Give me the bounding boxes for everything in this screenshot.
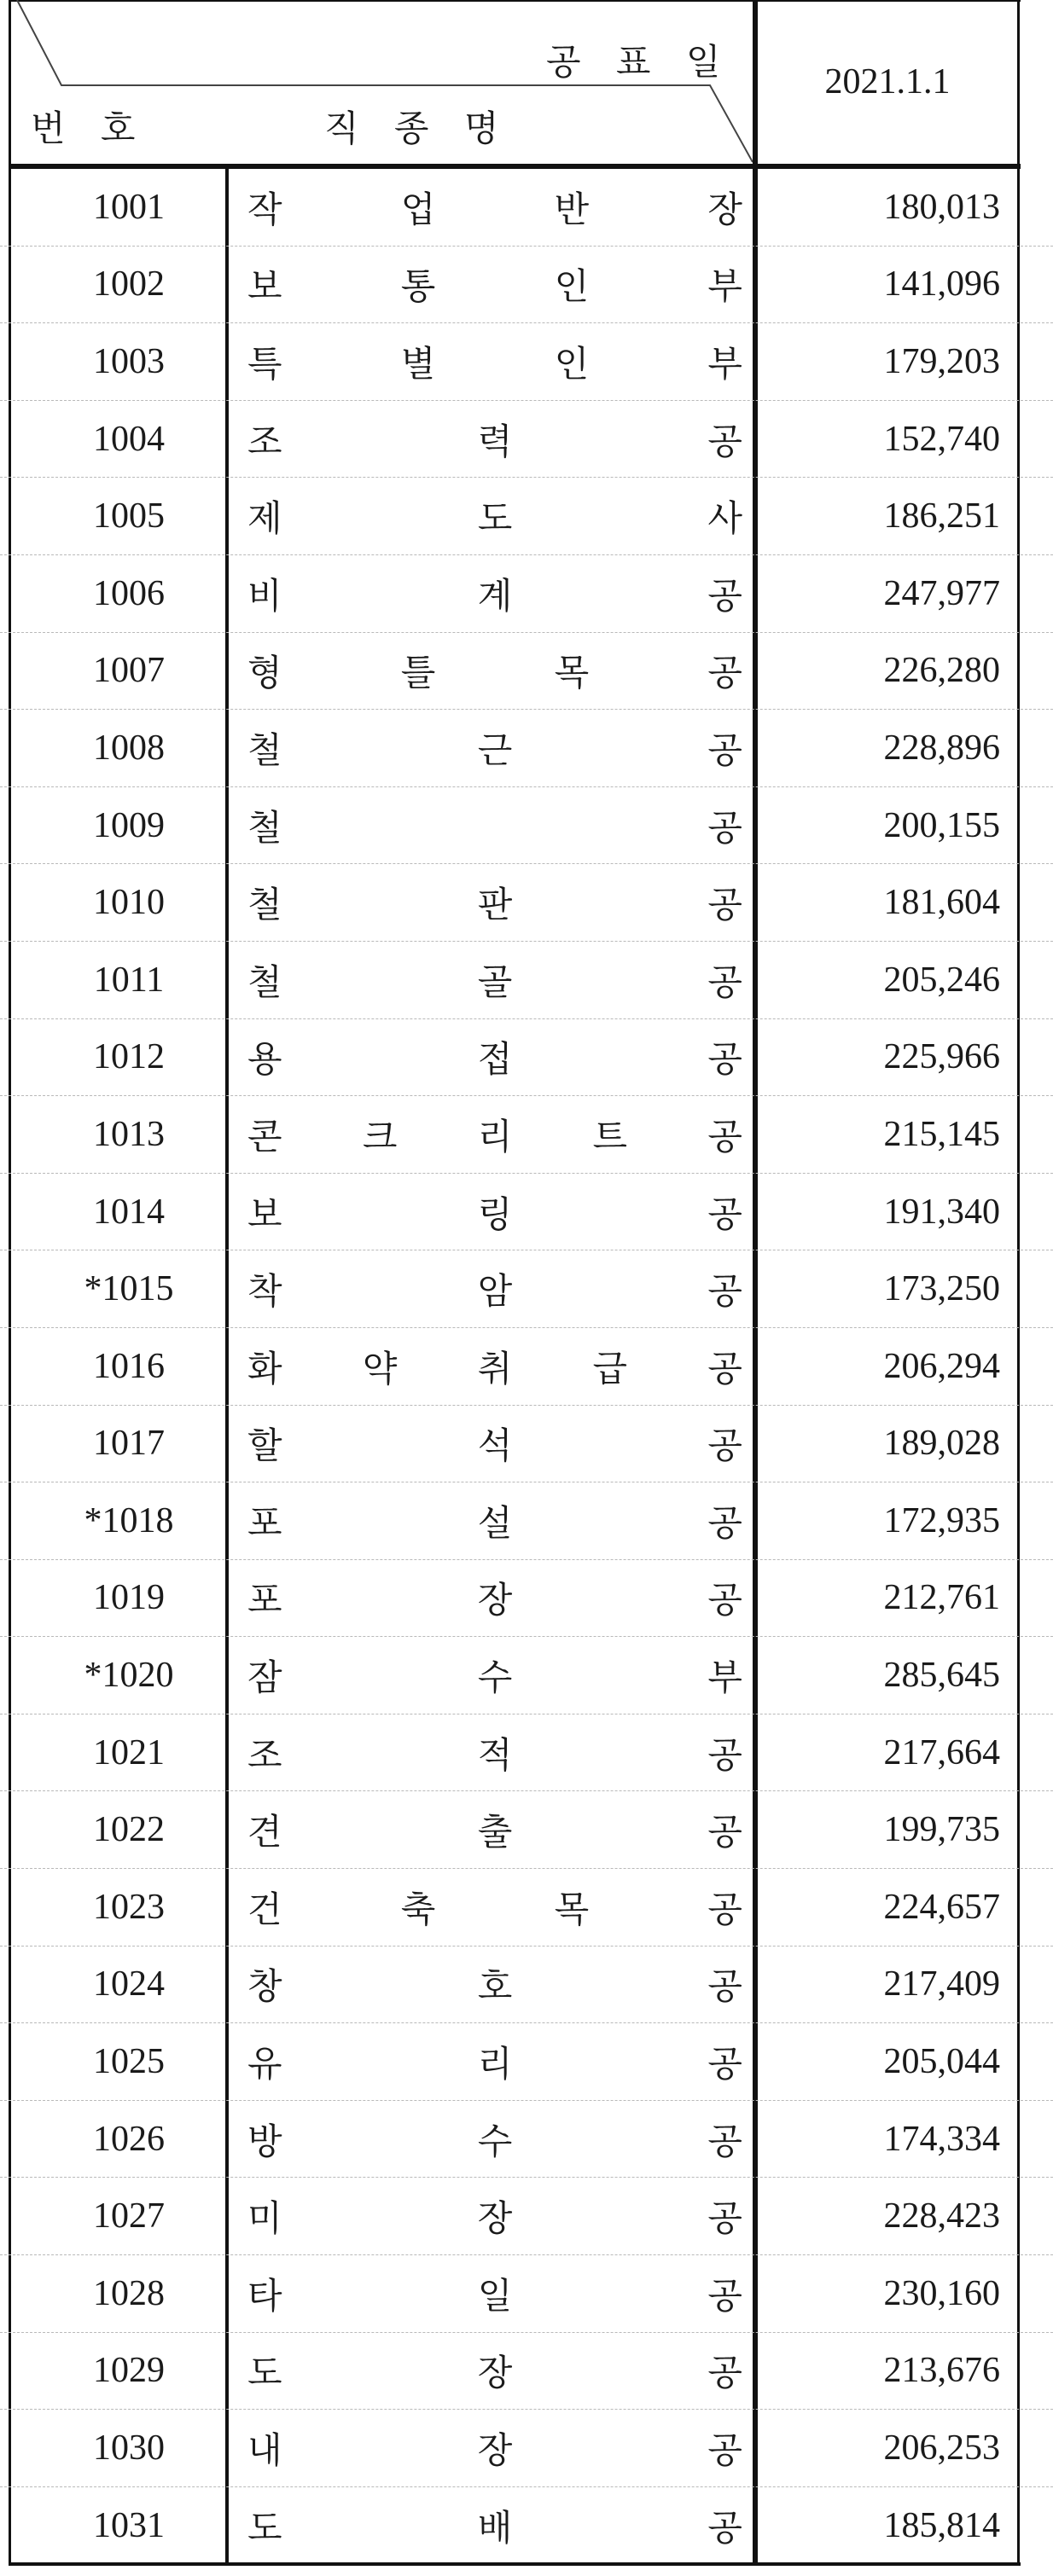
table-row [0, 1714, 1053, 1792]
wage-value: 226,280 [883, 651, 1000, 691]
job-name-char: 공 [707, 420, 742, 462]
wage-value: 217,664 [883, 1732, 1000, 1772]
job-name [247, 1250, 742, 1327]
job-name-char: 인 [554, 265, 590, 308]
job-name-char: 착 [247, 1270, 282, 1313]
job-name-char: 공 [707, 1192, 742, 1235]
wage-value: 172,935 [883, 1500, 1000, 1540]
table-row [0, 2023, 1053, 2101]
job-name-char: 공 [707, 884, 742, 926]
job-name-char: 공 [707, 652, 742, 694]
table-row [0, 247, 1053, 324]
job-name-char: 공 [707, 1888, 742, 1930]
job-name [247, 1482, 742, 1559]
job-name-char: 공 [707, 2352, 742, 2394]
job-name-char: 공 [707, 2507, 742, 2550]
table-row [0, 787, 1053, 865]
wage-value: 215,145 [883, 1114, 1000, 1154]
job-name-char: 공 [707, 1501, 742, 1544]
job-code: 1003 [93, 341, 165, 381]
wage-value: 217,409 [883, 1964, 1000, 2005]
job-code: 1022 [93, 1810, 165, 1850]
job-name-char: 유 [247, 2043, 282, 2086]
job-name-char: 급 [592, 1347, 628, 1390]
job-code: 1021 [93, 1732, 165, 1772]
job-name-char: 공 [707, 2043, 742, 2086]
job-name-char: 장 [707, 188, 742, 230]
job-name-char: 작 [247, 188, 282, 230]
job-name-char: 장 [477, 2352, 513, 2394]
job-name [247, 2410, 742, 2486]
header-year: 2021.1.1 [824, 62, 951, 102]
table-row [0, 2333, 1053, 2411]
table-row [0, 169, 1053, 247]
job-name-char: 약 [362, 1347, 398, 1390]
job-name-char: 공 [707, 1811, 742, 1854]
job-code: 1031 [93, 2506, 165, 2546]
wage-value: 224,657 [883, 1887, 1000, 1927]
job-name-char: 출 [477, 1811, 513, 1854]
job-name [247, 787, 742, 864]
wage-value: 205,044 [883, 2042, 1000, 2082]
wage-value: 205,246 [883, 960, 1000, 1000]
job-code: 1028 [93, 2273, 165, 2313]
job-name-char: 배 [477, 2507, 513, 2550]
job-code: 1012 [93, 1037, 165, 1077]
header-job-name-label: 직 종 명 [324, 107, 511, 149]
job-name-char: 조 [247, 1733, 282, 1776]
job-name-char: 링 [477, 1192, 513, 1235]
job-name-char: 적 [477, 1733, 513, 1776]
job-code: 1011 [93, 960, 165, 1000]
job-name [247, 555, 742, 632]
wage-value: 228,423 [883, 2196, 1000, 2237]
job-name [247, 1096, 742, 1173]
job-name [247, 169, 742, 246]
table-row [0, 401, 1053, 479]
job-name-char: 리 [477, 1115, 513, 1157]
wage-value: 191,340 [883, 1192, 1000, 1232]
wage-value: 174,334 [883, 2119, 1000, 2159]
job-name-char: 트 [592, 1115, 628, 1157]
job-name-char: 공 [707, 1424, 742, 1467]
wage-value: 228,896 [883, 728, 1000, 768]
job-name-char: 공 [707, 1038, 742, 1081]
wage-value: 206,253 [883, 2428, 1000, 2469]
job-name-char: 잠 [247, 1656, 282, 1699]
job-name-char: 인 [554, 342, 590, 385]
job-name-char: 견 [247, 1811, 282, 1854]
job-name-char: 방 [247, 2120, 282, 2162]
table-row [0, 1482, 1053, 1560]
job-name-char: 목 [554, 1888, 590, 1930]
job-code: 1007 [93, 651, 165, 691]
wage-value: 285,645 [883, 1656, 1000, 1696]
job-name-char: 석 [477, 1424, 513, 1467]
job-code: 1005 [93, 496, 165, 537]
job-name [247, 1947, 742, 2023]
table-row [0, 1637, 1053, 1714]
job-name [247, 2023, 742, 2100]
job-name [247, 2333, 742, 2410]
table-row [0, 2487, 1053, 2565]
job-name-char: 공 [707, 806, 742, 849]
job-name-char: 보 [247, 1192, 282, 1235]
job-name-char: 철 [247, 728, 282, 771]
job-name-char: 특 [247, 342, 282, 385]
job-name-char: 건 [247, 1888, 282, 1930]
job-name-char: 제 [247, 497, 282, 540]
job-name [247, 401, 742, 478]
job-name-char: 화 [247, 1347, 282, 1390]
job-name-char: 내 [247, 2429, 282, 2472]
job-name-char: 설 [477, 1501, 513, 1544]
job-code: 1008 [93, 728, 165, 768]
job-name-char: 철 [247, 960, 282, 1003]
job-name [247, 247, 742, 323]
table-row [0, 2410, 1053, 2487]
table-row [0, 710, 1053, 787]
table-row [0, 942, 1053, 1019]
job-name-char: 공 [707, 1270, 742, 1313]
job-name-char: 부 [707, 265, 742, 308]
job-name-char: 계 [477, 574, 513, 617]
table-row [0, 633, 1053, 711]
job-name-char: 할 [247, 1424, 282, 1467]
wage-value: 213,676 [883, 2351, 1000, 2391]
table-row [0, 1328, 1053, 1406]
job-code: 1014 [93, 1192, 165, 1232]
job-name [247, 1328, 742, 1405]
job-code: 1023 [93, 1887, 165, 1927]
job-code: 1024 [93, 1964, 165, 2005]
wage-value: 180,013 [883, 187, 1000, 227]
job-name-char: 틀 [400, 652, 436, 694]
job-name-char: 미 [247, 2197, 282, 2240]
wage-value: 200,155 [883, 805, 1000, 845]
job-code: 1006 [93, 573, 165, 613]
job-code: 1029 [93, 2351, 165, 2391]
job-code: *1018 [84, 1500, 174, 1540]
job-code: 1009 [93, 805, 165, 845]
job-name-char: 일 [477, 2274, 513, 2317]
table-row [0, 1096, 1053, 1174]
job-name-char: 통 [400, 265, 436, 308]
job-name [247, 1019, 742, 1096]
job-name [247, 1560, 742, 1637]
job-name [247, 1174, 742, 1250]
job-name-char: 호 [477, 1965, 513, 2008]
table-row [0, 1791, 1053, 1869]
job-code: 1025 [93, 2042, 165, 2082]
wage-value: 179,203 [883, 341, 1000, 381]
table-row [0, 1174, 1053, 1251]
job-name-char: 공 [707, 574, 742, 617]
job-name [247, 710, 742, 786]
job-name-char: 공 [707, 2274, 742, 2317]
job-name-char: 공 [707, 1579, 742, 1622]
job-name-char: 포 [247, 1501, 282, 1544]
wage-value: 206,294 [883, 1346, 1000, 1386]
job-name-char: 공 [707, 1347, 742, 1390]
job-name-char: 철 [247, 806, 282, 849]
table-row [0, 2178, 1053, 2255]
job-code: 1030 [93, 2428, 165, 2469]
wage-value: 141,096 [883, 264, 1000, 305]
job-name-char: 창 [247, 1965, 282, 2008]
table-row [0, 1947, 1053, 2024]
job-code: 1016 [93, 1346, 165, 1386]
table-row [0, 555, 1053, 633]
job-name-char: 목 [554, 652, 590, 694]
job-name-char: 공 [707, 2120, 742, 2162]
job-name-char: 공 [707, 728, 742, 771]
job-code: 1019 [93, 1578, 165, 1618]
job-name-char: 공 [707, 1115, 742, 1157]
job-name [247, 478, 742, 554]
job-name-char: 별 [400, 342, 436, 385]
wage-value: 189,028 [883, 1424, 1000, 1464]
job-name [247, 1791, 742, 1868]
table-body [0, 169, 1053, 2564]
job-name [247, 2101, 742, 2178]
job-name-char: 조 [247, 420, 282, 462]
job-code: 1004 [93, 419, 165, 459]
job-name-char: 취 [477, 1347, 513, 1390]
job-name-char: 부 [707, 342, 742, 385]
job-name [247, 1869, 742, 1946]
job-name-char: 수 [477, 1656, 513, 1699]
table-row [0, 1406, 1053, 1483]
job-name-char: 타 [247, 2274, 282, 2317]
job-name-char: 형 [247, 652, 282, 694]
job-name-char: 비 [247, 574, 282, 617]
wage-value: 173,250 [883, 1269, 1000, 1309]
job-name-char: 보 [247, 265, 282, 308]
job-name [247, 2178, 742, 2254]
job-name-char: 공 [707, 1965, 742, 2008]
wage-value: 225,966 [883, 1037, 1000, 1077]
job-name [247, 323, 742, 400]
wage-value: 230,160 [883, 2273, 1000, 2313]
wage-value: 152,740 [883, 419, 1000, 459]
job-name [247, 1714, 742, 1791]
table-row [0, 1250, 1053, 1328]
job-code: 1017 [93, 1424, 165, 1464]
job-name-char: 사 [707, 497, 742, 540]
job-name [247, 1406, 742, 1482]
table-row [0, 1869, 1053, 1947]
job-name-char: 도 [477, 497, 513, 540]
job-code: *1015 [84, 1269, 174, 1309]
job-name [247, 942, 742, 1018]
job-code: *1020 [84, 1656, 174, 1696]
job-code: 1026 [93, 2119, 165, 2159]
job-name-char: 공 [707, 2429, 742, 2472]
job-name-char: 부 [707, 1656, 742, 1699]
wage-value: 247,977 [883, 573, 1000, 613]
job-name-char: 장 [477, 1579, 513, 1622]
table-row [0, 1560, 1053, 1638]
table-row [0, 2101, 1053, 2179]
header-number-label: 번 호 [31, 107, 148, 149]
job-name-char: 크 [362, 1115, 398, 1157]
job-name-char: 철 [247, 884, 282, 926]
job-code: 1002 [93, 264, 165, 305]
wage-value: 181,604 [883, 883, 1000, 923]
job-name [247, 864, 742, 941]
job-name-char: 접 [477, 1038, 513, 1081]
job-name-char: 도 [247, 2352, 282, 2394]
table-row [0, 323, 1053, 401]
job-name-char: 근 [477, 728, 513, 771]
job-name-char: 리 [477, 2043, 513, 2086]
wage-value: 185,814 [883, 2506, 1000, 2546]
job-name-char: 축 [400, 1888, 436, 1930]
job-name-char: 공 [707, 1733, 742, 1776]
table-row [0, 864, 1053, 942]
job-code: 1013 [93, 1114, 165, 1154]
job-name-char: 수 [477, 2120, 513, 2162]
wage-value: 212,761 [883, 1578, 1000, 1618]
job-code: 1027 [93, 2196, 165, 2237]
job-name-char: 장 [477, 2429, 513, 2472]
job-name [247, 1637, 742, 1714]
job-name-char: 장 [477, 2197, 513, 2240]
job-name-char: 골 [477, 960, 513, 1003]
job-name-char: 암 [477, 1270, 513, 1313]
job-name-char: 반 [554, 188, 590, 230]
job-code: 1001 [93, 187, 165, 227]
job-name-char: 력 [477, 420, 513, 462]
job-code: 1010 [93, 883, 165, 923]
job-name [247, 2487, 742, 2565]
table-bottom-border [9, 2562, 1021, 2566]
table-row [0, 2255, 1053, 2333]
job-name-char: 판 [477, 884, 513, 926]
job-name-char: 용 [247, 1038, 282, 1081]
job-name-char: 업 [400, 188, 436, 230]
job-name-char: 공 [707, 960, 742, 1003]
job-name-char: 도 [247, 2507, 282, 2550]
wage-value: 186,251 [883, 496, 1000, 537]
job-name-char: 포 [247, 1579, 282, 1622]
job-name [247, 633, 742, 710]
job-name-char: 공 [707, 2197, 742, 2240]
table-row [0, 478, 1053, 555]
wage-value: 199,735 [883, 1810, 1000, 1850]
table-row [0, 1019, 1053, 1097]
job-name-char: 콘 [247, 1115, 282, 1157]
job-name [247, 2255, 742, 2332]
header-announce-date-label: 공 표 일 [546, 41, 733, 83]
